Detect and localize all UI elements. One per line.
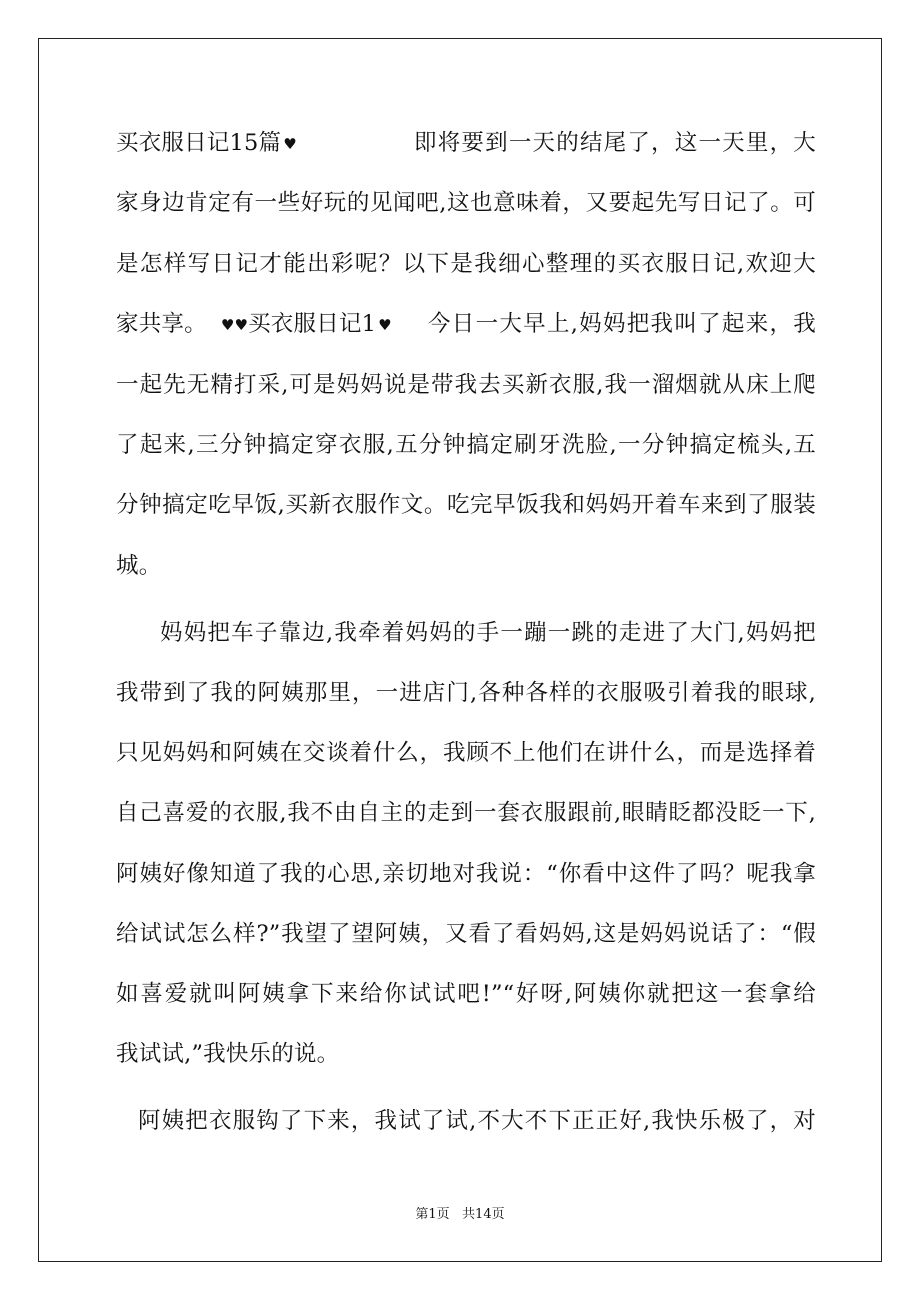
text-line: 只见妈妈和阿姨在交谈着什么，我顾不上他们在讲什么，而是选择着 xyxy=(116,740,816,766)
text-line xyxy=(116,128,816,159)
text-line: 阿姨好像知道了我的心思,亲切地对我说：“你看中这件了吗？呢我拿 xyxy=(116,861,816,887)
document-title: 买衣服日记15篇 xyxy=(116,130,282,156)
intro-line-start: 即将要到一天的结尾了，这一天里，大 xyxy=(414,130,816,156)
paragraph-first-line: 阿姨把衣服钩了下来，我试了试,不大不下正正好,我快乐极了，对 xyxy=(138,1108,816,1134)
text-line: 分钟搞定吃早饭,买新衣服作文。吃完早饭我和妈妈开着车来到了服装 xyxy=(116,492,816,518)
decorative-glyph-icon: ♥ xyxy=(378,316,392,334)
text-line: 一起先无精打采,可是妈妈说是带我去买新衣服,我一溜烟就从床上爬 xyxy=(116,372,816,398)
entry-line-start: 今日一大早上,妈妈把我叫了起来，我 xyxy=(428,311,816,337)
page-border xyxy=(38,38,882,1262)
text-line: 了起来,三分钟搞定穿衣服,五分钟搞定刷牙洗脸,一分钟搞定梳头,五 xyxy=(116,432,816,458)
intro-line-end: 家共享。 xyxy=(116,311,207,337)
text-line: 如喜爱就叫阿姨拿下来给你试试吧!”“好呀,阿姨你就把这一套拿给 xyxy=(116,981,816,1007)
text-line: 是怎样写日记才能出彩呢？以下是我细心整理的买衣服日记,欢迎大 xyxy=(116,251,816,277)
text-line: 给试试怎么样?”我望了望阿姨，又看了看妈妈,这是妈妈说话了：“假 xyxy=(116,921,816,947)
decorative-glyph-icon: ♥♥ xyxy=(220,316,249,334)
decorative-glyph-icon: ♥ xyxy=(283,135,297,153)
text-line: 我试试,”我快乐的说。 xyxy=(116,1041,340,1067)
text-line: 城。 xyxy=(116,553,162,579)
entry-heading: 买衣服日记1 xyxy=(248,311,377,337)
text-line xyxy=(116,309,816,340)
text-line: 我带到了我的阿姨那里，一进店门,各种各样的衣服吸引着我的眼球, xyxy=(116,680,816,706)
page-footer: 第1页 共14页 xyxy=(415,1207,505,1222)
paragraph-first-line: 妈妈把车子靠边,我牵着妈妈的手一蹦一跳的走进了大门,妈妈把 xyxy=(160,620,816,646)
text-line: 自己喜爱的衣服,我不由自主的走到一套衣服跟前,眼睛眨都没眨一下, xyxy=(116,800,816,826)
text-line: 家身边肯定有一些好玩的见闻吧,这也意味着，又要起先写日记了。可 xyxy=(116,190,816,216)
